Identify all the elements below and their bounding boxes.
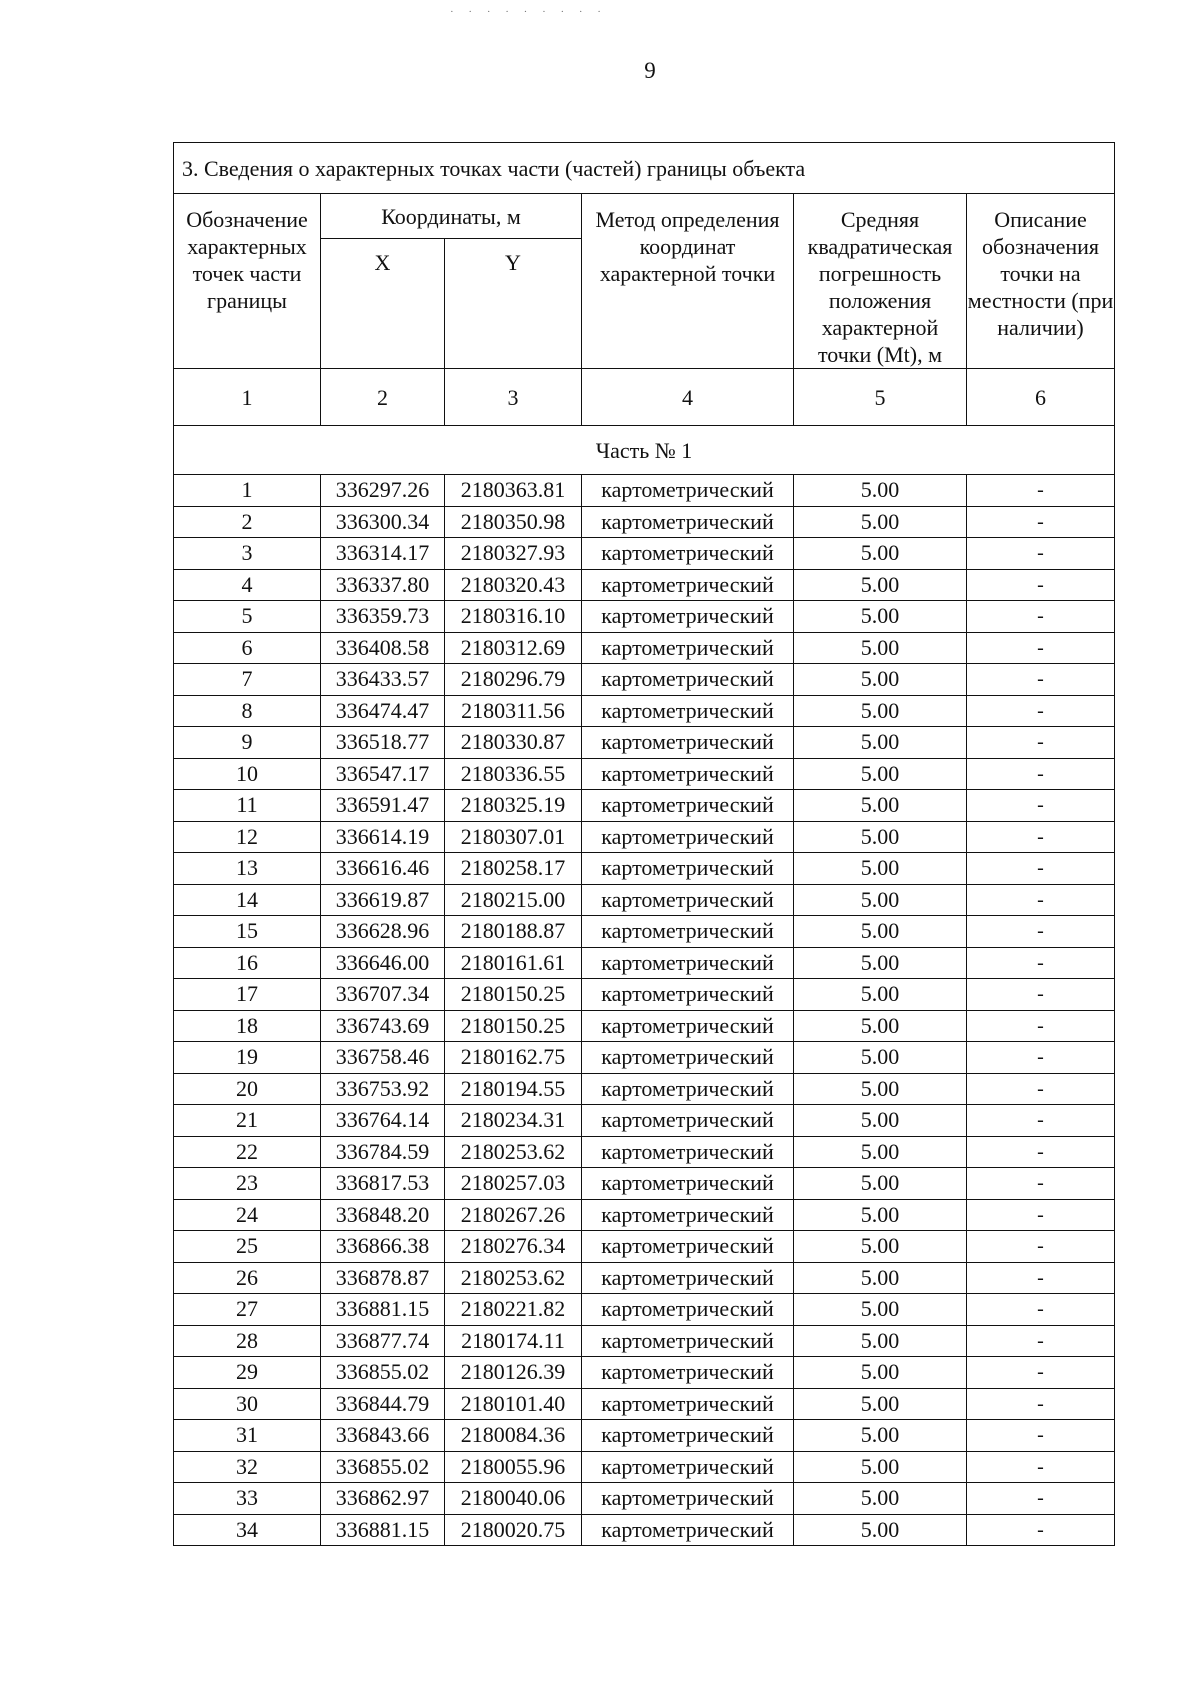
point-number: 13 xyxy=(174,853,321,885)
point-number: 19 xyxy=(174,1042,321,1074)
coord-y: 2180267.26 xyxy=(445,1199,582,1231)
header-coordinates: Координаты, м xyxy=(321,194,582,239)
table-row xyxy=(174,695,1115,727)
description: - xyxy=(967,758,1115,790)
mean-error: 5.00 xyxy=(794,790,967,822)
coord-x: 336408.58 xyxy=(321,632,445,664)
description: - xyxy=(967,727,1115,759)
point-number: 9 xyxy=(174,727,321,759)
method: картометрический xyxy=(582,538,794,570)
point-number: 31 xyxy=(174,1420,321,1452)
part-label: Часть № 1 xyxy=(174,426,1115,475)
method: картометрический xyxy=(582,569,794,601)
method: картометрический xyxy=(582,664,794,696)
coord-x: 336866.38 xyxy=(321,1231,445,1263)
point-number: 14 xyxy=(174,884,321,916)
header-y: Y xyxy=(445,238,582,369)
description: - xyxy=(967,695,1115,727)
column-numbers-row xyxy=(174,369,1115,426)
method: картометрический xyxy=(582,1010,794,1042)
method: картометрический xyxy=(582,1388,794,1420)
coord-x: 336337.80 xyxy=(321,569,445,601)
method: картометрический xyxy=(582,884,794,916)
coord-x: 336591.47 xyxy=(321,790,445,822)
method: картометрический xyxy=(582,1042,794,1074)
mean-error: 5.00 xyxy=(794,1483,967,1515)
header-x: X xyxy=(321,238,445,369)
mean-error: 5.00 xyxy=(794,1199,967,1231)
mean-error: 5.00 xyxy=(794,821,967,853)
mean-error: 5.00 xyxy=(794,1231,967,1263)
method: картометрический xyxy=(582,979,794,1011)
coord-x: 336359.73 xyxy=(321,601,445,633)
column-number: 1 xyxy=(174,369,321,426)
coord-y: 2180276.34 xyxy=(445,1231,582,1263)
coord-x: 336843.66 xyxy=(321,1420,445,1452)
coord-y: 2180174.11 xyxy=(445,1325,582,1357)
point-number: 33 xyxy=(174,1483,321,1515)
mean-error: 5.00 xyxy=(794,632,967,664)
column-number: 2 xyxy=(321,369,445,426)
coord-y: 2180258.17 xyxy=(445,853,582,885)
method: картометрический xyxy=(582,1262,794,1294)
description: - xyxy=(967,1262,1115,1294)
description: - xyxy=(967,1136,1115,1168)
coord-y: 2180234.31 xyxy=(445,1105,582,1137)
coord-x: 336743.69 xyxy=(321,1010,445,1042)
method: картометрический xyxy=(582,1199,794,1231)
mean-error: 5.00 xyxy=(794,758,967,790)
description: - xyxy=(967,632,1115,664)
method: картометрический xyxy=(582,916,794,948)
coord-y: 2180084.36 xyxy=(445,1420,582,1452)
method: картометрический xyxy=(582,1073,794,1105)
point-number: 8 xyxy=(174,695,321,727)
description: - xyxy=(967,506,1115,538)
coord-x: 336616.46 xyxy=(321,853,445,885)
method: картометрический xyxy=(582,727,794,759)
mean-error: 5.00 xyxy=(794,1010,967,1042)
mean-error: 5.00 xyxy=(794,1325,967,1357)
method: картометрический xyxy=(582,1231,794,1263)
mean-error: 5.00 xyxy=(794,947,967,979)
method: картометрический xyxy=(582,1168,794,1200)
table-row xyxy=(174,1231,1115,1263)
description: - xyxy=(967,569,1115,601)
coord-x: 336881.15 xyxy=(321,1514,445,1546)
coord-y: 2180126.39 xyxy=(445,1357,582,1389)
table-row xyxy=(174,664,1115,696)
header-point-designation: Обозначение характерных точек части границы xyxy=(174,194,321,369)
coord-x: 336314.17 xyxy=(321,538,445,570)
coord-y: 2180296.79 xyxy=(445,664,582,696)
point-number: 1 xyxy=(174,475,321,507)
table-row xyxy=(174,916,1115,948)
table-row xyxy=(174,947,1115,979)
coord-x: 336474.47 xyxy=(321,695,445,727)
description: - xyxy=(967,1199,1115,1231)
coord-y: 2180311.56 xyxy=(445,695,582,727)
method: картометрический xyxy=(582,821,794,853)
method: картометрический xyxy=(582,1105,794,1137)
table-row xyxy=(174,1451,1115,1483)
point-number: 5 xyxy=(174,601,321,633)
method: картометрический xyxy=(582,1420,794,1452)
point-number: 16 xyxy=(174,947,321,979)
coord-y: 2180325.19 xyxy=(445,790,582,822)
table-row xyxy=(174,758,1115,790)
mean-error: 5.00 xyxy=(794,1514,967,1546)
point-number: 18 xyxy=(174,1010,321,1042)
table-row xyxy=(174,569,1115,601)
method: картометрический xyxy=(582,1136,794,1168)
point-number: 3 xyxy=(174,538,321,570)
table-row xyxy=(174,884,1115,916)
table-row xyxy=(174,1010,1115,1042)
mean-error: 5.00 xyxy=(794,979,967,1011)
method: картометрический xyxy=(582,475,794,507)
mean-error: 5.00 xyxy=(794,853,967,885)
column-number: 3 xyxy=(445,369,582,426)
coord-x: 336619.87 xyxy=(321,884,445,916)
point-number: 7 xyxy=(174,664,321,696)
coord-x: 336628.96 xyxy=(321,916,445,948)
coord-x: 336862.97 xyxy=(321,1483,445,1515)
coord-x: 336848.20 xyxy=(321,1199,445,1231)
table-row xyxy=(174,632,1115,664)
description: - xyxy=(967,664,1115,696)
description: - xyxy=(967,916,1115,948)
mean-error: 5.00 xyxy=(794,1451,967,1483)
description: - xyxy=(967,1357,1115,1389)
coord-x: 336518.77 xyxy=(321,727,445,759)
point-number: 22 xyxy=(174,1136,321,1168)
coord-x: 336646.00 xyxy=(321,947,445,979)
mean-error: 5.00 xyxy=(794,569,967,601)
coord-y: 2180312.69 xyxy=(445,632,582,664)
coord-y: 2180253.62 xyxy=(445,1262,582,1294)
point-number: 10 xyxy=(174,758,321,790)
description: - xyxy=(967,1168,1115,1200)
description: - xyxy=(967,1483,1115,1515)
method: картометрический xyxy=(582,506,794,538)
column-number: 6 xyxy=(967,369,1115,426)
description: - xyxy=(967,790,1115,822)
description: - xyxy=(967,1105,1115,1137)
page-number: 9 xyxy=(644,58,656,83)
coord-x: 336433.57 xyxy=(321,664,445,696)
table-row xyxy=(174,1199,1115,1231)
mean-error: 5.00 xyxy=(794,506,967,538)
table-row xyxy=(174,1483,1115,1515)
coord-x: 336707.34 xyxy=(321,979,445,1011)
method: картометрический xyxy=(582,632,794,664)
table-row xyxy=(174,1262,1115,1294)
coord-y: 2180161.61 xyxy=(445,947,582,979)
coord-x: 336784.59 xyxy=(321,1136,445,1168)
table-row xyxy=(174,1388,1115,1420)
mean-error: 5.00 xyxy=(794,664,967,696)
table-row xyxy=(174,601,1115,633)
coord-y: 2180253.62 xyxy=(445,1136,582,1168)
table-row xyxy=(174,1325,1115,1357)
coord-x: 336758.46 xyxy=(321,1042,445,1074)
mean-error: 5.00 xyxy=(794,1136,967,1168)
description: - xyxy=(967,601,1115,633)
mean-error: 5.00 xyxy=(794,695,967,727)
table-row xyxy=(174,1042,1115,1074)
table-row xyxy=(174,475,1115,507)
coord-x: 336297.26 xyxy=(321,475,445,507)
method: картометрический xyxy=(582,1483,794,1515)
mean-error: 5.00 xyxy=(794,1357,967,1389)
point-number: 32 xyxy=(174,1451,321,1483)
point-number: 26 xyxy=(174,1262,321,1294)
point-number: 34 xyxy=(174,1514,321,1546)
coord-x: 336878.87 xyxy=(321,1262,445,1294)
mean-error: 5.00 xyxy=(794,1262,967,1294)
table-row xyxy=(174,1073,1115,1105)
coord-x: 336817.53 xyxy=(321,1168,445,1200)
part-row xyxy=(174,426,1115,475)
description: - xyxy=(967,1042,1115,1074)
method: картометрический xyxy=(582,1357,794,1389)
point-number: 24 xyxy=(174,1199,321,1231)
point-number: 20 xyxy=(174,1073,321,1105)
table-row xyxy=(174,727,1115,759)
point-number: 25 xyxy=(174,1231,321,1263)
coord-x: 336844.79 xyxy=(321,1388,445,1420)
description: - xyxy=(967,947,1115,979)
table-row xyxy=(174,1514,1115,1546)
coord-y: 2180055.96 xyxy=(445,1451,582,1483)
table-row xyxy=(174,538,1115,570)
mean-error: 5.00 xyxy=(794,1042,967,1074)
point-number: 2 xyxy=(174,506,321,538)
mean-error: 5.00 xyxy=(794,1420,967,1452)
description: - xyxy=(967,979,1115,1011)
point-number: 4 xyxy=(174,569,321,601)
coord-y: 2180194.55 xyxy=(445,1073,582,1105)
header-mean-error: Средняя квадратическая погрешность положения характерной точки (Mt), м xyxy=(794,194,967,369)
point-number: 17 xyxy=(174,979,321,1011)
description: - xyxy=(967,853,1115,885)
table-row xyxy=(174,821,1115,853)
description: - xyxy=(967,1514,1115,1546)
method: картометрический xyxy=(582,1294,794,1326)
table-row xyxy=(174,853,1115,885)
method: картометрический xyxy=(582,601,794,633)
mean-error: 5.00 xyxy=(794,1168,967,1200)
coord-y: 2180363.81 xyxy=(445,475,582,507)
point-number: 29 xyxy=(174,1357,321,1389)
coord-x: 336881.15 xyxy=(321,1294,445,1326)
table-row xyxy=(174,506,1115,538)
coord-y: 2180150.25 xyxy=(445,979,582,1011)
description: - xyxy=(967,475,1115,507)
coord-x: 336753.92 xyxy=(321,1073,445,1105)
coord-y: 2180307.01 xyxy=(445,821,582,853)
coord-y: 2180330.87 xyxy=(445,727,582,759)
table-row xyxy=(174,1168,1115,1200)
coord-y: 2180320.43 xyxy=(445,569,582,601)
coord-y: 2180020.75 xyxy=(445,1514,582,1546)
description: - xyxy=(967,1451,1115,1483)
coord-x: 336547.17 xyxy=(321,758,445,790)
table-row xyxy=(174,1294,1115,1326)
section-title-row xyxy=(174,143,1115,194)
scan-artifact: · · · · · · · · · xyxy=(450,6,607,18)
coord-x: 336614.19 xyxy=(321,821,445,853)
method: картометрический xyxy=(582,853,794,885)
method: картометрический xyxy=(582,1325,794,1357)
point-number: 15 xyxy=(174,916,321,948)
section-title: 3. Сведения о характерных точках части (частей) границы объекта xyxy=(174,143,1115,194)
table-row xyxy=(174,1420,1115,1452)
coord-y: 2180257.03 xyxy=(445,1168,582,1200)
mean-error: 5.00 xyxy=(794,601,967,633)
coord-x: 336855.02 xyxy=(321,1357,445,1389)
point-number: 27 xyxy=(174,1294,321,1326)
table-row xyxy=(174,979,1115,1011)
coord-x: 336300.34 xyxy=(321,506,445,538)
coord-x: 336855.02 xyxy=(321,1451,445,1483)
coord-y: 2180350.98 xyxy=(445,506,582,538)
coord-y: 2180316.10 xyxy=(445,601,582,633)
boundary-points-table xyxy=(173,142,1115,1546)
header-method: Метод определения координат характерной точки xyxy=(582,194,794,369)
description: - xyxy=(967,821,1115,853)
point-number: 28 xyxy=(174,1325,321,1357)
column-number: 5 xyxy=(794,369,967,426)
header-description: Описание обозначения точки на местности (при наличии) xyxy=(967,194,1115,369)
coord-y: 2180221.82 xyxy=(445,1294,582,1326)
table-row xyxy=(174,790,1115,822)
description: - xyxy=(967,1073,1115,1105)
mean-error: 5.00 xyxy=(794,727,967,759)
description: - xyxy=(967,884,1115,916)
coord-y: 2180188.87 xyxy=(445,916,582,948)
point-number: 12 xyxy=(174,821,321,853)
point-number: 6 xyxy=(174,632,321,664)
mean-error: 5.00 xyxy=(794,1294,967,1326)
description: - xyxy=(967,1231,1115,1263)
coord-y: 2180327.93 xyxy=(445,538,582,570)
method: картометрический xyxy=(582,947,794,979)
table-row xyxy=(174,1136,1115,1168)
mean-error: 5.00 xyxy=(794,538,967,570)
coord-y: 2180101.40 xyxy=(445,1388,582,1420)
point-number: 21 xyxy=(174,1105,321,1137)
method: картометрический xyxy=(582,1514,794,1546)
table-row xyxy=(174,1357,1115,1389)
mean-error: 5.00 xyxy=(794,916,967,948)
point-number: 11 xyxy=(174,790,321,822)
coord-x: 336877.74 xyxy=(321,1325,445,1357)
method: картометрический xyxy=(582,1451,794,1483)
coord-y: 2180162.75 xyxy=(445,1042,582,1074)
method: картометрический xyxy=(582,695,794,727)
coord-y: 2180040.06 xyxy=(445,1483,582,1515)
column-number: 4 xyxy=(582,369,794,426)
point-number: 23 xyxy=(174,1168,321,1200)
method: картометрический xyxy=(582,790,794,822)
header-row xyxy=(174,194,1115,239)
description: - xyxy=(967,1420,1115,1452)
table-row xyxy=(174,1105,1115,1137)
description: - xyxy=(967,538,1115,570)
coord-y: 2180215.00 xyxy=(445,884,582,916)
mean-error: 5.00 xyxy=(794,1105,967,1137)
mean-error: 5.00 xyxy=(794,884,967,916)
description: - xyxy=(967,1010,1115,1042)
coord-y: 2180336.55 xyxy=(445,758,582,790)
point-number: 30 xyxy=(174,1388,321,1420)
table-body xyxy=(174,475,1115,1546)
method: картометрический xyxy=(582,758,794,790)
coord-x: 336764.14 xyxy=(321,1105,445,1137)
mean-error: 5.00 xyxy=(794,1388,967,1420)
description: - xyxy=(967,1294,1115,1326)
mean-error: 5.00 xyxy=(794,475,967,507)
coord-y: 2180150.25 xyxy=(445,1010,582,1042)
description: - xyxy=(967,1325,1115,1357)
mean-error: 5.00 xyxy=(794,1073,967,1105)
description: - xyxy=(967,1388,1115,1420)
